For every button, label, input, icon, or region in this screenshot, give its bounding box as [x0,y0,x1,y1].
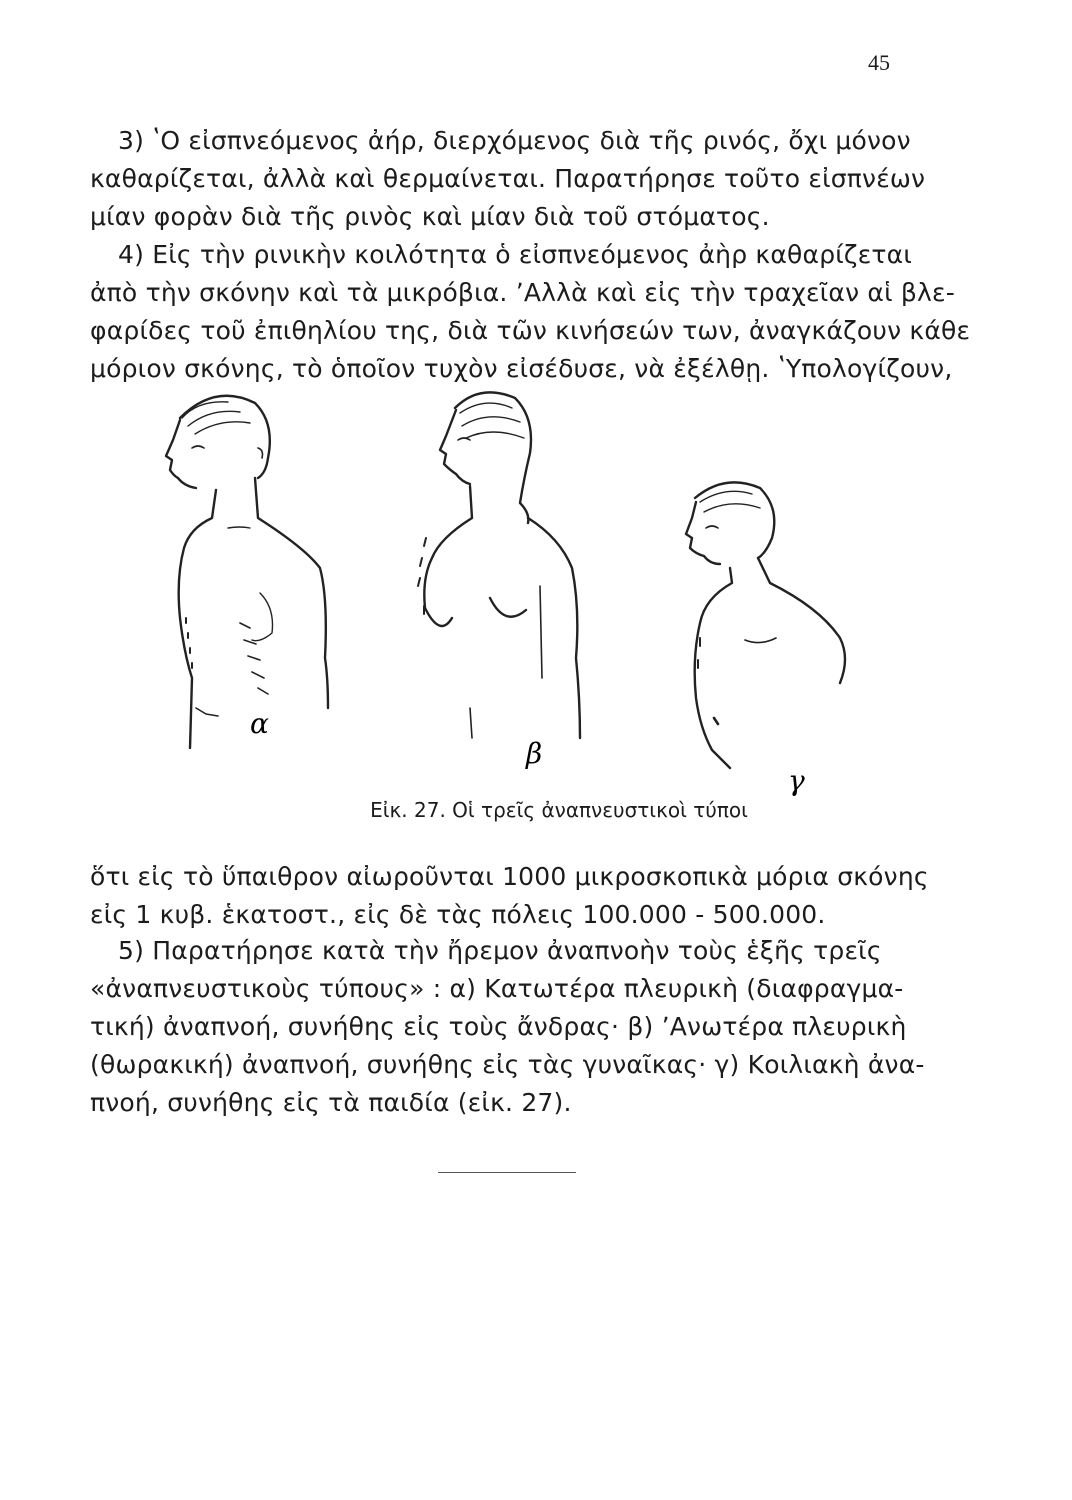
text-line: μόριον σκόνης, τὸ ὁποῖον τυχὸν εἰσέδυσε, νὰ ἐξέλθῃ. ʽΥπολογίζουν, [90,354,953,383]
text-line: 4) Εἰς τὴν ρινικὴν κοιλότητα ὁ εἰσπνεόμενος ἀὴρ καθαρίζεται [118,240,913,269]
figure-illustration [140,378,860,798]
figure-label-b: β [526,737,543,770]
page-number: 45 [868,50,890,75]
text-line: 5) Παρατήρησε κατὰ τὴν ἤρεμον ἀναπνοὴν τοὺς ἑξῆς τρεῖς [118,936,882,965]
text-line: πνοή, συνήθης εἰς τὰ παιδία (εἰκ. 27). [90,1088,572,1117]
text-line: «ἀναπνευστικοὺς τύπους» : α) Κατωτέρα πλευρικὴ (διαφραγμα- [90,974,904,1003]
paragraph-4-continued [90,858,929,934]
paragraph-5 [90,932,925,1122]
paragraph-3 [90,122,926,236]
text-line: (θωρακική) ἀναπνοή, συνήθης εἰς τὰς γυναῖκας· γ) Κοιλιακὴ ἀνα- [90,1050,925,1079]
figure-caption: Εἰκ. 27. Οἱ τρεῖς ἀναπνευστικοὶ τύποι [370,798,748,822]
figure-woman-outline [418,392,580,738]
figure-man-outline [166,396,328,748]
figure-child-outline [686,482,845,768]
figure-breathing-types [140,378,860,798]
text-line: μίαν φορὰν διὰ τῆς ρινὸς καὶ μίαν διὰ τοῦ στόματος. [90,202,770,231]
text-line: εἰς 1 κυβ. ἑκατοστ., εἰς δὲ τὰς πόλεις 100.000 - 500.000. [90,900,826,929]
figure-label-a: α [250,707,269,740]
text-line: τική) ἀναπνοή, συνήθης εἰς τοὺς ἄνδρας· β) ʼΑνωτέρα πλευρικὴ [90,1012,907,1041]
text-line: 3) ʽΟ εἰσπνεόμενος ἀήρ, διερχόμενος διὰ τῆς ρινός, ὄχι μόνον [118,126,911,155]
paragraph-4 [90,236,971,388]
text-line: ὅτι εἰς τὸ ὕπαιθρον αἰωροῦνται 1000 μικροσκοπικὰ μόρια σκόνης [90,862,929,891]
end-rule [438,1172,576,1173]
text-line: φαρίδες τοῦ ἐπιθηλίου της, διὰ τῶν κινήσεών των, ἀναγκάζουν κάθε [90,316,971,345]
text-line: ἀπὸ τὴν σκόνην καὶ τὰ μικρόβια. ʼΑλλὰ καὶ εἰς τὴν τραχεῖαν αἱ βλε- [90,278,955,307]
text-line: καθαρίζεται, ἀλλὰ καὶ θερμαίνεται. Παρατήρησε τοῦτο εἰσπνέων [90,164,926,193]
figure-label-c: γ [788,764,805,797]
